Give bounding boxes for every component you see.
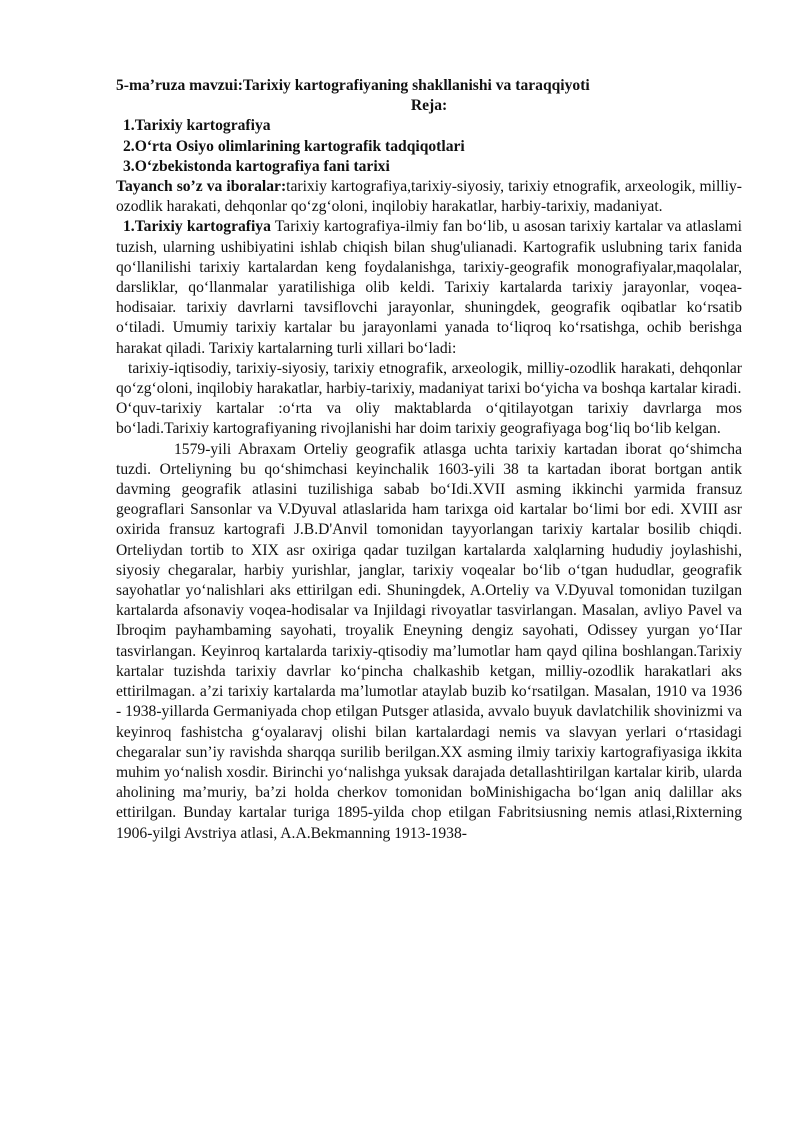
section-1-text: Tarixiy kartografiya-ilmiy fan bo‘lib, u asosan tarixiy kartalar va atlaslami tuzish, ularning ushibiyatini ishlab chiqish bilan shug'ulianadi. Kartografik uslubning tarix fanida qo‘llanilishi tarixiy kartalardan keng foydalanishga, tarixiy-geografik monografiyalar,maqolalar, darsliklar, qo‘llanmalar yaratilishiga olib keldi. Tarixiy kartalarda tarixiy jarayonlar, voqea-hodisaiar. tarixiy davrlarni tavsiflovchi jarayonlar, shuningdek, geografik oqibatlar ko‘rsatib o‘tiladi. Umumiy tarixiy kartalar bu jarayonlami yanada to‘liqroq ko‘rsatishga, ochib berishga harakat qiladi. Tarixiy kartalarning turli xillari bo‘ladi: xyxy=(116,218,742,357)
keywords-paragraph xyxy=(116,177,742,217)
plan-item-2: 2.O‘rta Osiyo olimlarining kartografik tadqiqotlari xyxy=(123,137,465,155)
plan-item-3: 3.O‘zbekistonda kartografiya fani tarixi xyxy=(123,157,390,175)
keywords-label: Tayanch so’z va iboralar: xyxy=(116,178,287,196)
plan-item-1: 1.Tarixiy kartografiya xyxy=(123,117,271,135)
plan-heading: Reja: xyxy=(410,97,448,115)
section-1-paragraph xyxy=(116,217,742,358)
map-types-paragraph: tarixiy-iqtisodiy, tarixiy-siyosiy, tarixiy etnografik, arxeologik, milliy-ozodlik harakati, dehqonlar qo‘zg‘oloni, inqilobiy harakatlar, harbiy-tarixiy, madaniyat tarixi bo‘yicha va boshqa kartalar kiradi. xyxy=(116,359,742,398)
section-1-heading: 1.Tarixiy kartografiya xyxy=(123,218,271,236)
history-paragraph: 1579-yili Abraxam Orteliy geografik atlasga uchta tarixiy kartadan iborat qo‘shimcha tuzdi. Orteliyning bu qo‘shimchasi keyinchalik 1603-yili 38 ta kartadan iborat bortgan antik davming geografik atlasini tuzilishiga sabab bo‘Idi.XVII asming ikkinchi yarmida fransuz geograflari Sansonlar va V.Dyuval atlaslarida ham tarixga oid kartalar bo‘limi bor edi. XVIII asr oxirida fransuz kartografi J.B.D'Anvil tomonidan tayyorlangan tarixiy kartalar bosilib chiqdi. Orteliydan tortib to XIX asr oxiriga qadar tuzilgan kartalarda xalqlarning hududiy joylashishi, siyosiy chegaralar, harbiy yurishlar, janglar, tarixiy voqealar bo‘lib o‘tgan hududlar, geografik sayohatlar yo‘nalishlari aks ettirilgan edi. Shuningdek, A.Orteliy va V.Dyuval tomonidan tuzilgan kartalarda afsonaviy voqea-hodisalar va Injildagi rivoyatlar tasvirlangan. Masalan, avliyo Pavel va Ibroqim payhambaming sayohati, troyalik Eneyning dengiz sayohati, Odissey yurgan yo‘IIar tasvirlangan. Keyinroq kartalarda tarixiy-qtisodiy ma’lumotlar ham qayd qilina boshlangan.Tarixiy kartalar tuzishda tarixiy davrlar ko‘pincha chalkashib ketgan, milliy-ozodlik harakatlari aks ettirilmagan. a’zi tarixiy kartalarda ma’lumotlar ataylab buzib ko‘rsatilgan. Masalan, 1910 va 1936 - 1938-yillarda Germaniyada chop etilgan Putsger atlasida, avvalo buyuk davlatchilik shovinizmi va keyinroq fashistcha g‘oyalaravj olishi bilan kartalardagi nemis va slavyan yerlari o‘rtasidagi chegaralar sun’iy ravishda sharqqa surilib berilgan.XX asming ilmiy tarixiy kartografiyasiga ikkita muhim yo‘nalish xosdir. Birinchi yo‘nalishga yuksak darajada detallashtirilgan kartalar kirib, ularda aholining ma’muriy, ba’zi holda cherkov tomonidan boMinishigacha bo‘lgan aniq dalillar aks ettirilgan. Bunday kartalar turiga 1895-yilda chop etilgan Fabritsiusning nemis atlasi,Rixterning 1906-yilgi Avstriya atlasi, A.A.Bekmanning 1913-1938- xyxy=(116,440,742,842)
lecture-title: 5-ma’ruza mavzui:Tarixiy kartografiyaning shakllanishi va taraqqiyoti xyxy=(116,77,590,94)
document-page xyxy=(116,76,742,844)
educational-maps-paragraph: O‘quv-tarixiy kartalar :o‘rta va oliy maktablarda o‘qitilayotgan tarixiy davrlarga mos bo‘ladi.Tarixiy kartografiyaning rivojlanishi har doim tarixiy geografiyaga bog‘liq bo‘lib kelgan. xyxy=(116,400,742,438)
keywords-text: tarixiy kartografiya,tarixiy-siyosiy, tarixiy etnografik, arxeologik, milliy-ozodlik harakati, dehqonlar qo‘zg‘oloni, inqilobiy harakatlar, harbiy-tarixiy, madaniyat. xyxy=(116,178,742,216)
